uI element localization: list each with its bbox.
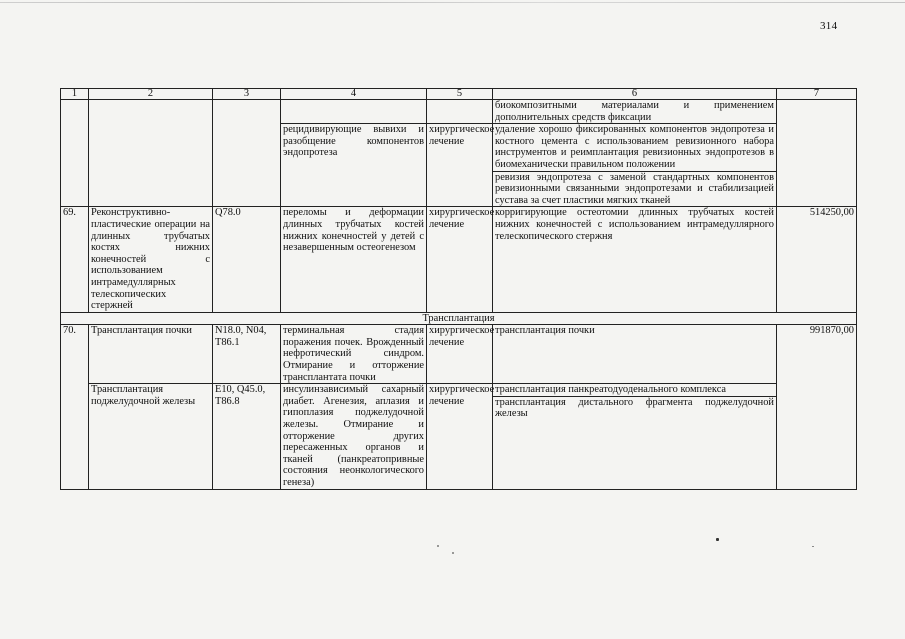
- scan-speck: [716, 538, 719, 541]
- table-row-70: [61, 325, 857, 384]
- cost-value: 991870,00: [777, 325, 857, 490]
- treatment-type: хирургическое лечение: [427, 384, 493, 490]
- treatment-method: трансплантация дистального фрагмента поджелудочной железы: [493, 396, 777, 489]
- procedure-name: Трансплантация почки: [89, 325, 213, 384]
- table-row: [61, 100, 857, 124]
- procedure-name: Реконструктивно-пластические операции на длинных трубчатых костях нижних конечностей с использованием интрамедуллярных телескопических стержней: [89, 207, 213, 312]
- icd-code: E10, Q45.0, T86.8: [213, 384, 281, 490]
- procedure-name: Трансплантация поджелудочной железы: [89, 384, 213, 490]
- name-cell: [89, 100, 213, 207]
- method-cell: удаление хорошо фиксированных компонентов эндопротеза и костного цемента с использованием ревизионного набора инструментов и реимплантация ревизионных эндопротезов в биомеханически правильном положении: [493, 124, 777, 171]
- treatment-type: хирургическое лечение: [427, 325, 493, 384]
- cost-cell: [777, 100, 857, 207]
- patient-model: инсулинзависимый сахарный диабет. Агенезия, аплазия и гипоплазия поджелудочной железы. Отмирание и отторжение других пересаженных органов и тканей (панкреатопривные состояния неонкологического генеза): [281, 384, 427, 490]
- section-title: Трансплантация: [61, 312, 857, 325]
- header-cell: 6: [493, 89, 777, 100]
- header-cell: 1: [61, 89, 89, 100]
- scan-speck: [812, 546, 814, 547]
- code-cell: [213, 100, 281, 207]
- model-cell: рецидивирующие вывихи и разобщение компонентов эндопротеза: [281, 124, 427, 207]
- treatment-cell: [427, 100, 493, 124]
- header-cell: 2: [89, 89, 213, 100]
- header-cell: 7: [777, 89, 857, 100]
- scan-edge-line: [0, 2, 905, 3]
- icd-code: N18.0, N04, T86.1: [213, 325, 281, 384]
- table-row-69: [61, 207, 857, 312]
- patient-model: переломы и деформации длинных трубчатых костей нижних конечностей у детей с незавершенным остеогенезом: [281, 207, 427, 312]
- header-cell: 3: [213, 89, 281, 100]
- treatment-method: трансплантация почки: [493, 325, 777, 384]
- section-heading-row: [61, 312, 857, 325]
- row-number: 69.: [61, 207, 89, 312]
- header-cell: 4: [281, 89, 427, 100]
- treatment-method: трансплантация панкреатодуоденального комплекса: [493, 384, 777, 397]
- table-row-70b: [61, 384, 857, 397]
- scan-speck: [452, 552, 454, 554]
- header-cell: 5: [427, 89, 493, 100]
- page-number: 314: [820, 20, 838, 32]
- scan-speck: [437, 545, 439, 547]
- num-cell: [61, 100, 89, 207]
- treatment-method: корригирующие остеотомии длинных трубчатых костей нижних конечностей с использованием интрамедуллярного телескопического стержня: [493, 207, 777, 312]
- cost-value: 514250,00: [777, 207, 857, 312]
- method-cell: биокомпозитными материалами и применением дополнительных средств фиксации: [493, 100, 777, 124]
- row-number: 70.: [61, 325, 89, 490]
- method-cell: ревизия эндопротеза с заменой стандартных компонентов ревизионными связанными эндопротезами и стабилизацией сустава за счет пластики мягких тканей: [493, 171, 777, 207]
- icd-code: Q78.0: [213, 207, 281, 312]
- patient-model: терминальная стадия поражения почек. Врожденный нефротический синдром. Отмирание и отторжение трансплантата почки: [281, 325, 427, 384]
- procedures-table: [60, 88, 857, 490]
- treatment-type: хирургическое лечение: [427, 207, 493, 312]
- table-header-row: [61, 89, 857, 100]
- treatment-cell: хирургическое лечение: [427, 124, 493, 207]
- model-cell: [281, 100, 427, 124]
